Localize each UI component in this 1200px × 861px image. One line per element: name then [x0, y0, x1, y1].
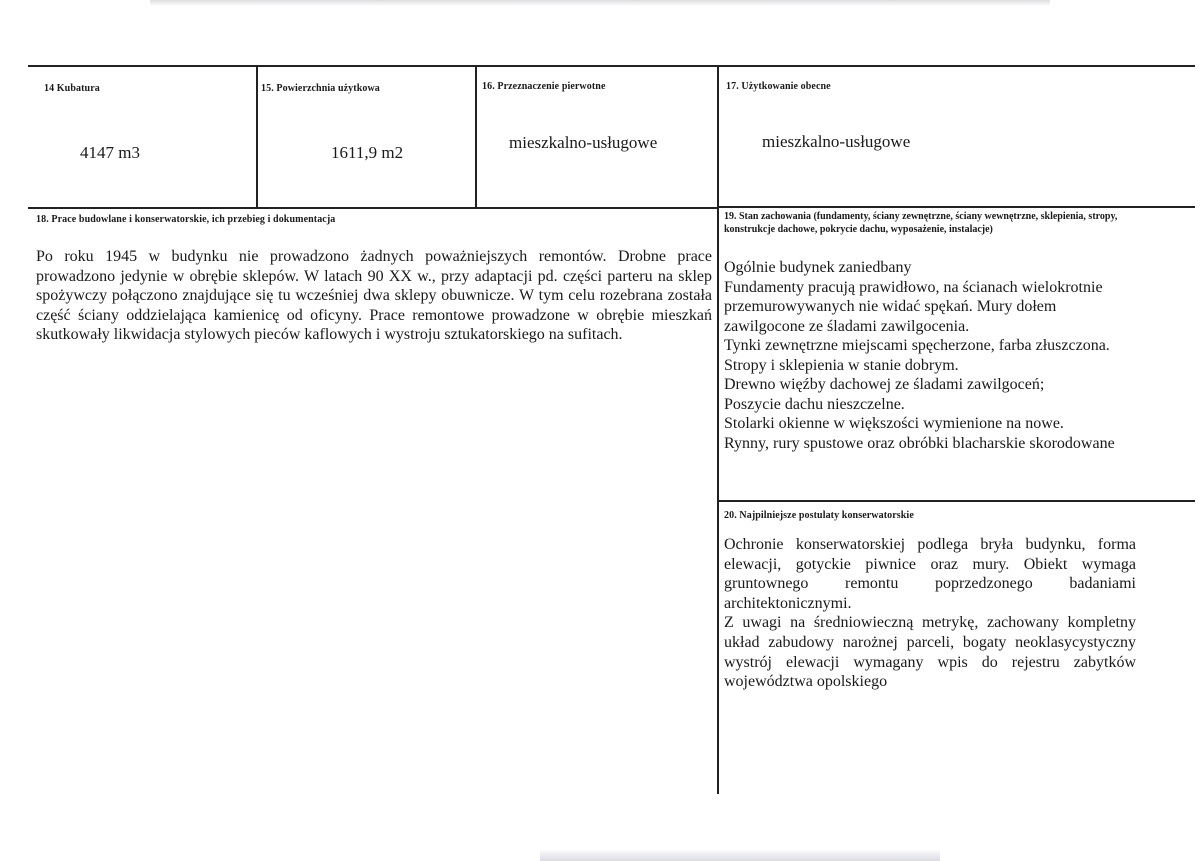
section-19-line: Tynki zewnętrzne miejscami spęcherzone, farba złuszczona.: [724, 337, 1110, 354]
section-18-label: 18. Prace budowlane i konserwatorskie, ich przebieg i dokumentacja: [36, 214, 336, 225]
rule-section20-top: [718, 500, 1195, 502]
section-19-line: zawilgocone ze śladami zawilgocenia.: [724, 317, 970, 335]
section-19-label: 19. Stan zachowania (fundamenty, ściany zewnętrzne, ściany wewnętrzne, sklepienia, stropy, konstrukcje dachowe, pokrycie dachu, wyposażenie, instalacje): [724, 211, 1118, 235]
section-20-paragraph: Z uwagi na średniowieczną metrykę, zachowany kompletny układ zabudowy narożnej parceli, bogaty neoklasycystyczny wystrój elewacji wymagany wpis do rejestru zabytków województwa opolskiego: [724, 614, 1136, 691]
field-14-value: 4147 m3: [80, 143, 140, 162]
field-17-label: 17. Użytkowanie obecne: [726, 81, 831, 92]
field-16-value: mieszkalno-usługowe: [509, 133, 658, 152]
section-20-paragraph: Ochronie konserwatorskiej podlega bryła budynku, forma elewacji, gotyckie piwnice oraz mury. Obiekt wymaga gruntownego remontu poprzedzonego badaniami architektonicznymi.: [724, 536, 1136, 612]
section-18-text: Po roku 1945 w budynku nie prowadzono żadnych poważniejszych remontów. Drobne prace prowadzono jedynie w obrębie sklepów. W latach 90 XX w., przy adaptacji pd. części parteru na sklep spożywczy połączono znajdujące się tu wcześniej dwa sklepy obuwnicze. W tym celu rozebrana została część ściany oddzielająca kamienicę od oficyny. Prace remontowe prowadzone w obrębie mieszkań skutkowały likwidacja stylowych pieców kaflowych i wystroju sztukatorskiego na sufitach.: [36, 248, 712, 344]
section-19-line: Poszycie dachu nieszczelne.: [724, 395, 905, 413]
section-19-line: przemurowywanych nie widać spękań. Mury dołem: [724, 298, 1057, 315]
section-19-line: Drewno więźby dachowej ze śladami zawilgoceń;: [724, 376, 1045, 393]
divider-v3: [717, 66, 719, 794]
section-19-line: Fundamenty pracują prawidłowo, na ścianach wielokrotnie: [724, 278, 1103, 296]
section-19-line: Rynny, rury spustowe oraz obróbki blacharskie skorodowane: [724, 434, 1115, 452]
scan-shadow-bottom: [540, 849, 940, 861]
divider-v1: [256, 66, 258, 209]
rule-mid-right: [718, 206, 1195, 208]
divider-v2: [475, 66, 477, 209]
rule-top: [28, 65, 1195, 67]
section-19-line: Stropy i sklepienia w stanie dobrym.: [724, 356, 959, 374]
field-17-value: mieszkalno-usługowe: [762, 132, 911, 151]
section-20-label: 20. Najpilniejsze postulaty konserwatorskie: [724, 510, 914, 521]
rule-mid-left: [28, 207, 718, 209]
section-19-line: Stolarki okienne w większości wymienione na nowe.: [724, 415, 1064, 432]
field-15-value: 1611,9 m2: [331, 143, 404, 162]
field-15-label: 15. Powierzchnia użytkowa: [261, 83, 380, 94]
scan-shadow-top: [150, 0, 1050, 6]
section-20-text: [724, 535, 1136, 692]
section-19-list: [724, 258, 1115, 453]
field-14-label: 14 Kubatura: [44, 83, 100, 94]
field-16-label: 16. Przeznaczenie pierwotne: [482, 81, 606, 92]
section-19-line: Ogólnie budynek zaniedbany: [724, 259, 912, 276]
